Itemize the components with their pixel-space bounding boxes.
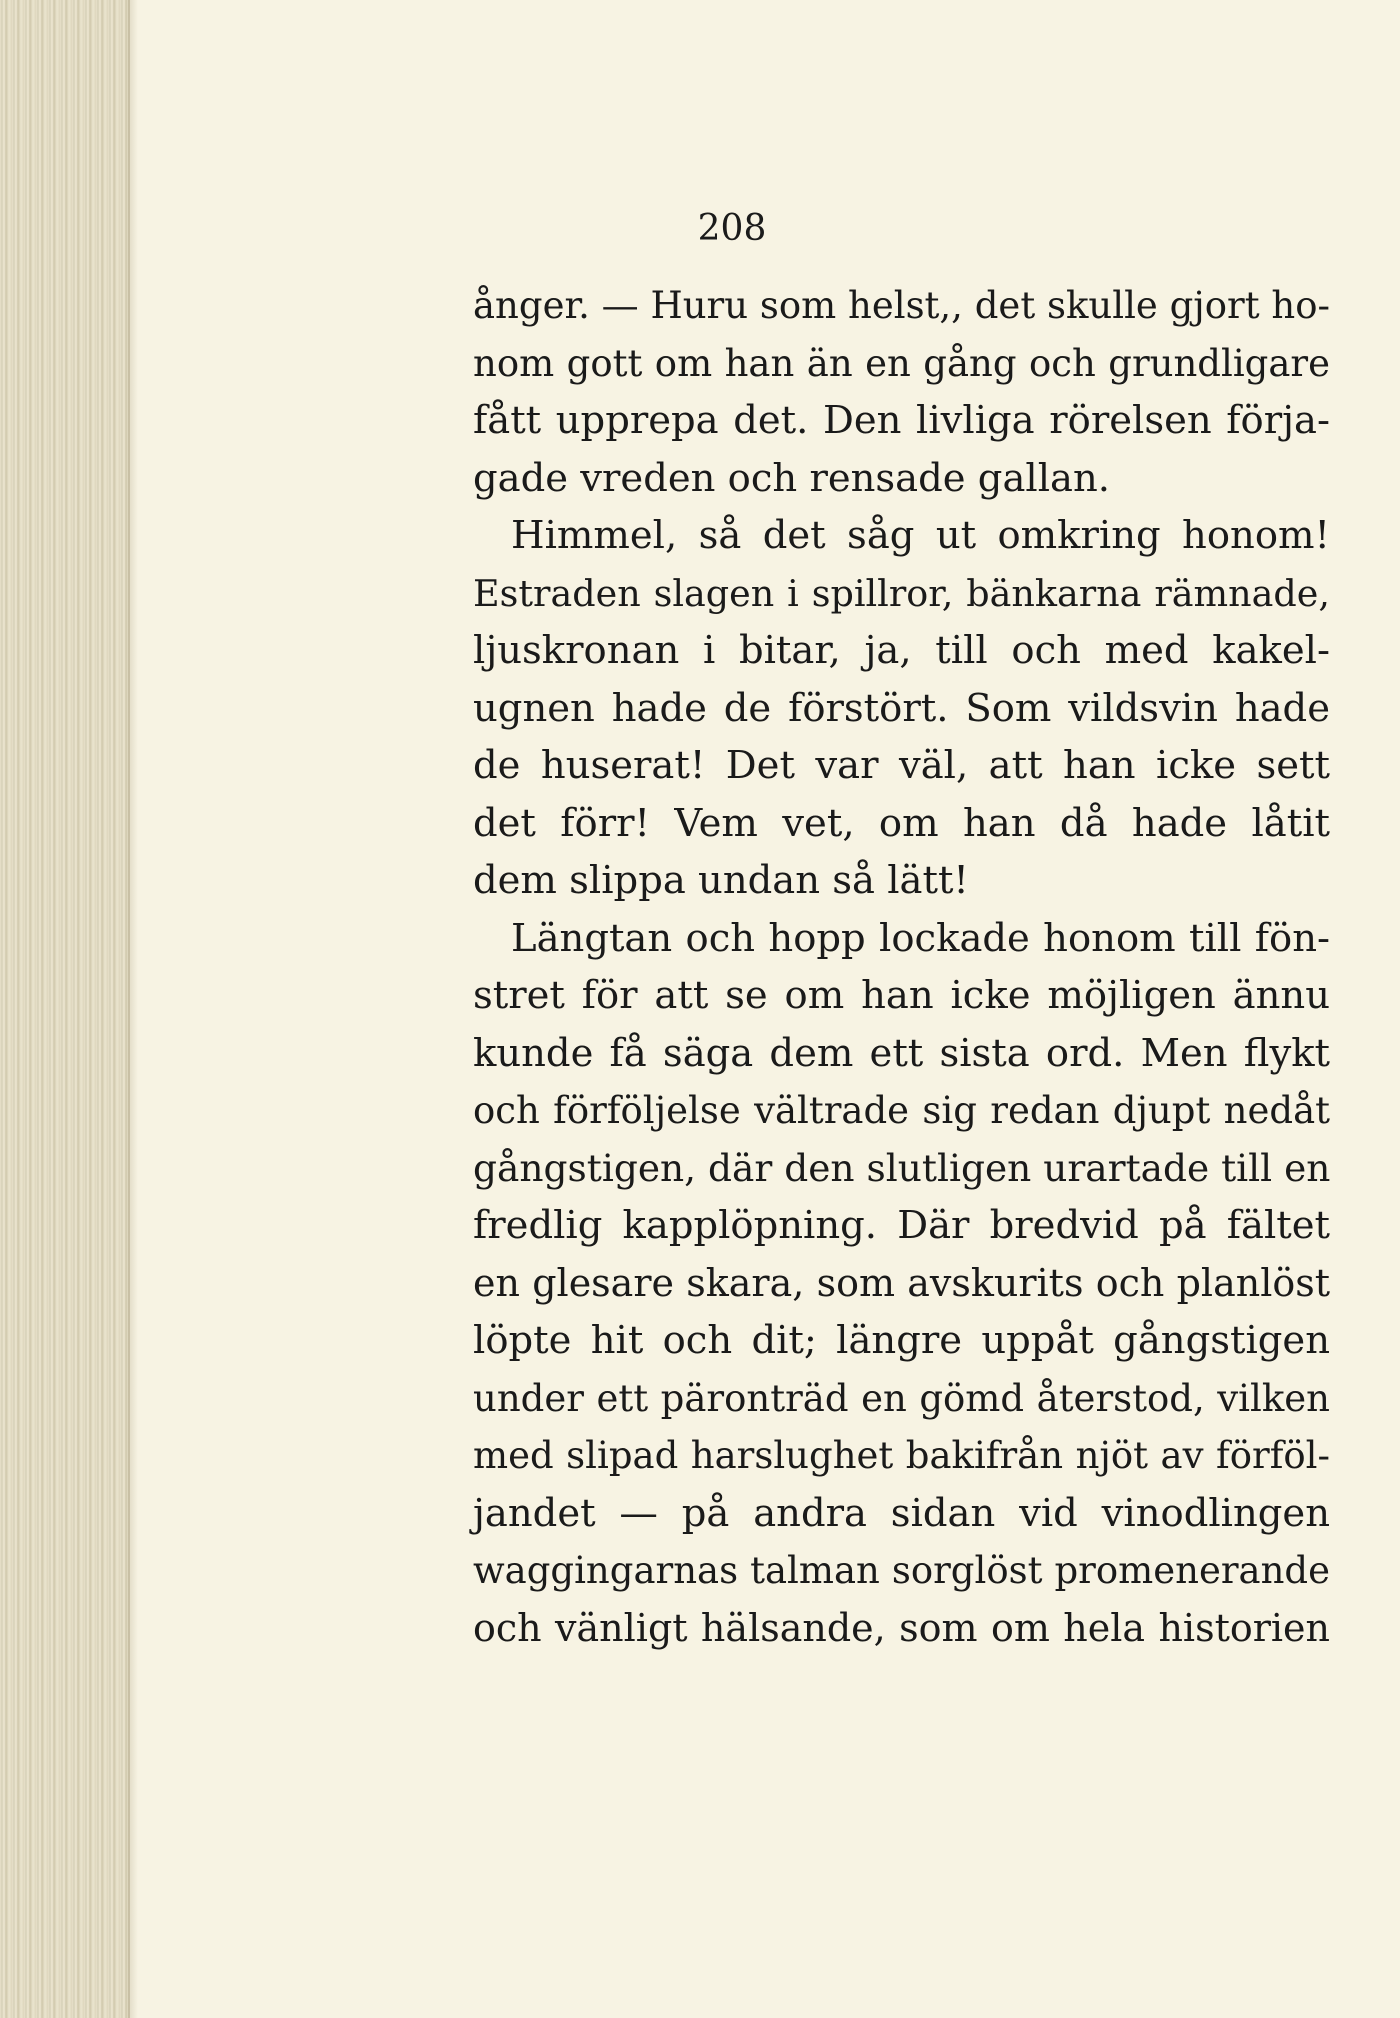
text-line: fått upprepa det. Den livliga rörelsen förja- xyxy=(473,398,1330,443)
text-line: en glesare skara, som avskurits och planlöst xyxy=(473,1260,1330,1305)
text-line: och vänligt hälsande, som om hela historien xyxy=(473,1605,1330,1650)
text-line: fredlig kapplöpning. Där bredvid på fältet xyxy=(473,1203,1330,1248)
page-number: 208 xyxy=(697,208,767,249)
text-line: jandet — på andra sidan vid vinodlingen xyxy=(473,1490,1330,1536)
text-line: gade vreden och rensade gallan. xyxy=(473,455,1111,501)
text-line: ånger. — Huru som helst,, det skulle gjort ho- xyxy=(473,284,1330,327)
text-line: ugnen hade de förstört. Som vildsvin hade xyxy=(473,685,1330,731)
text-line: löpte hit och dit; längre uppåt gångstigen xyxy=(473,1318,1330,1363)
text-line: och förföljelse vältrade sig redan djupt nedåt xyxy=(473,1089,1330,1132)
body-text xyxy=(473,277,1330,1657)
text-line: under ett päronträd en gömd återstod, vilken xyxy=(473,1376,1330,1420)
page-edge xyxy=(0,0,130,2018)
text-line: Längtan och hopp lockade honom till fön- xyxy=(511,915,1330,961)
text-line: ljuskronan i bitar, ja, till och med kakel- xyxy=(473,628,1330,673)
text-line: det förr! Vem vet, om han då hade låtit xyxy=(473,800,1330,846)
text-line: gångstigen, där den slutligen urartade till en xyxy=(473,1145,1331,1190)
text-line: Estraden slagen i spillror, bänkarna rämnade, xyxy=(473,571,1330,615)
text-line: med slipad harslughet bakifrån njöt av förföl- xyxy=(473,1434,1330,1477)
text-line: waggingarnas talman sorglöst promenerande xyxy=(473,1549,1330,1592)
text-line: Himmel, så det såg ut omkring honom! xyxy=(511,513,1330,558)
text-line: dem slippa undan så lätt! xyxy=(473,858,969,903)
text-line: kunde få säga dem ett sista ord. Men flykt xyxy=(473,1030,1330,1076)
text-line: nom gott om han än en gång och grundligare xyxy=(473,341,1330,385)
text-line: stret för att se om han icke möjligen ännu xyxy=(473,973,1330,1018)
text-line: de huserat! Det var väl, att han icke sett xyxy=(473,743,1330,788)
